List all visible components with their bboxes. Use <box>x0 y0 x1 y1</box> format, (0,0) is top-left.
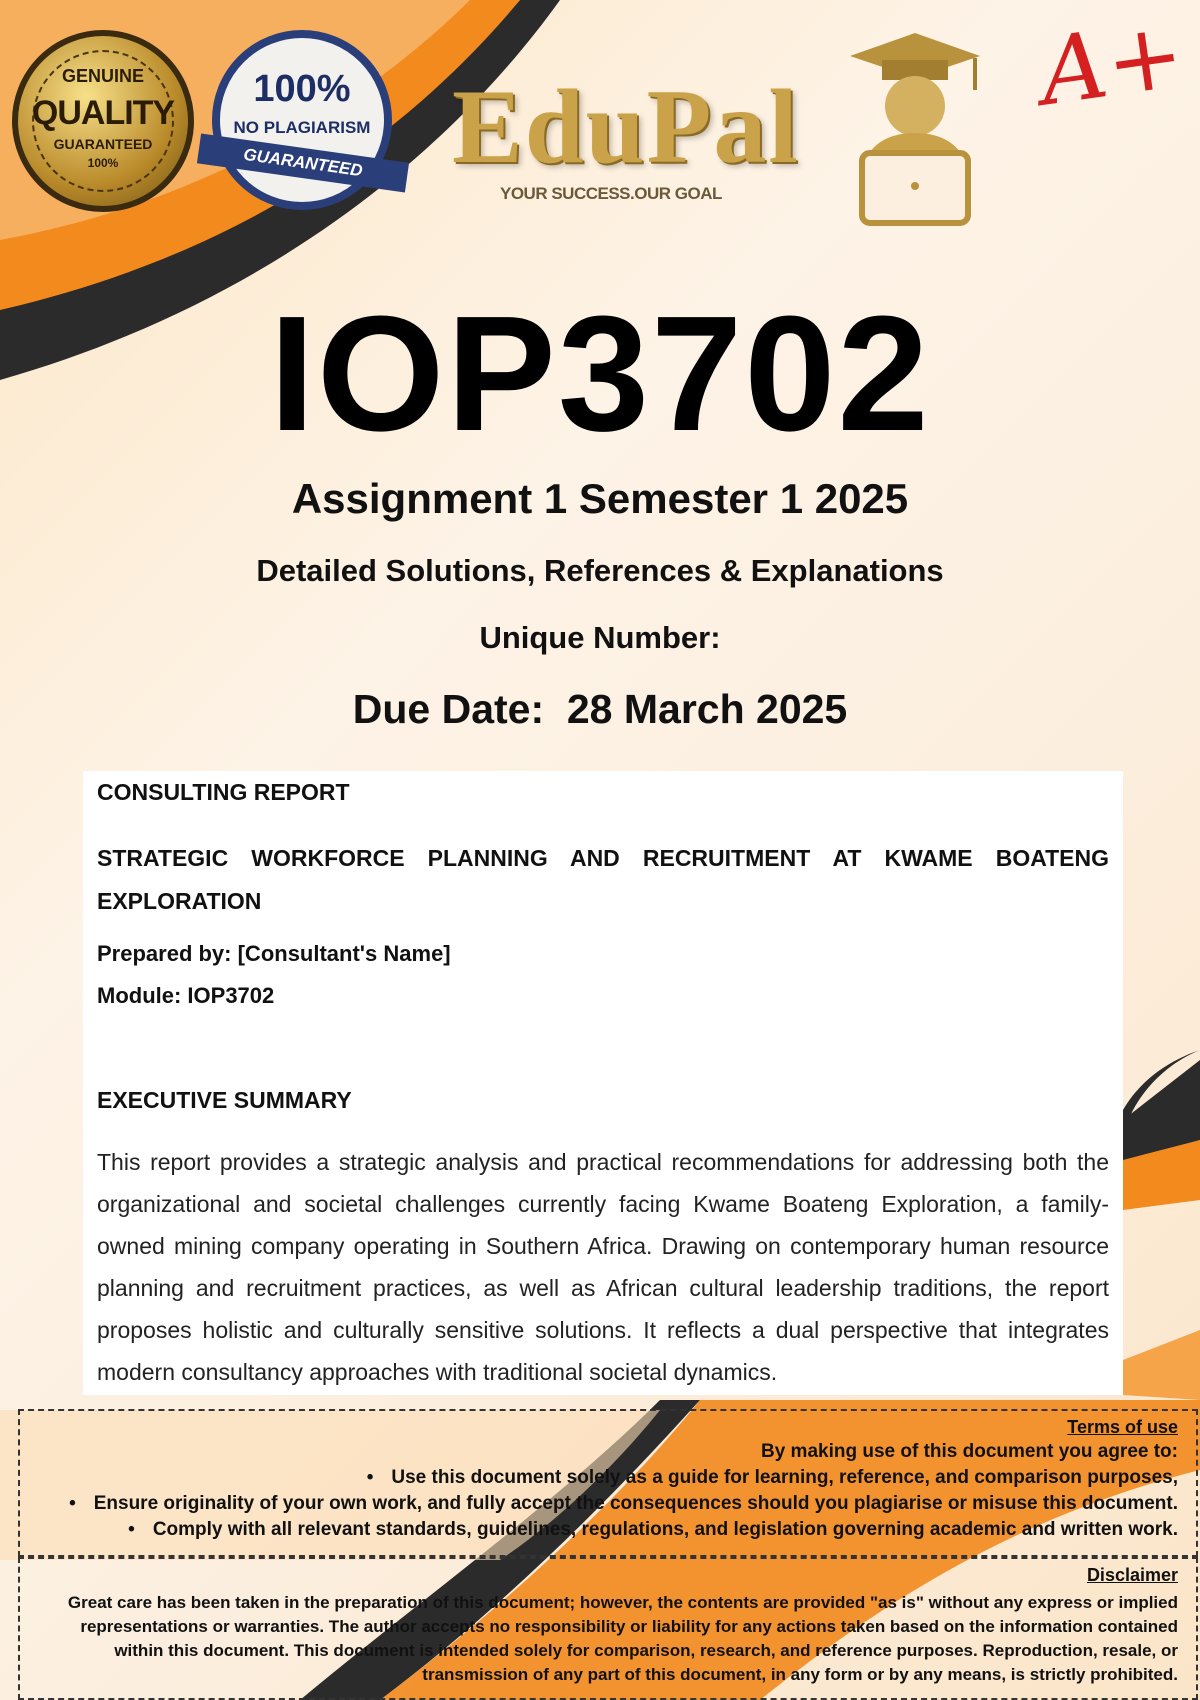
due-date: Due Date: 28 March 2025 <box>352 686 848 732</box>
edupal-logo: EduPal <box>452 68 800 185</box>
module-code: IOP3702 <box>269 282 931 465</box>
quality-badge <box>12 30 194 212</box>
plagiarism-badge-percent: 100% <box>253 68 351 110</box>
unique-number-label: Unique Number: <box>479 620 721 655</box>
assignment-title: Assignment 1 Semester 1 2025 <box>291 475 909 522</box>
disclaimer-text: Great care has been taken in the preparation of this document; however, the contents are provided "as is" without any express or implied representations or warranties. The author accepts no responsibility or liability for any actions taken based on the information contained within this document. This document is intended solely for comparison, research, and reference purposes. Reproduction, resale, or transmission of any part of this document, in any form or by any means, is strictly prohibited. <box>67 1593 1178 1684</box>
executive-summary-heading: EXECUTIVE SUMMARY <box>97 1087 352 1113</box>
disclaimer-title: Disclaimer <box>1086 1565 1178 1585</box>
plagiarism-badge-ribbon: GUARANTEED <box>197 134 409 193</box>
no-plagiarism-badge <box>212 30 392 210</box>
disclaimer-box <box>18 1557 1198 1700</box>
quality-badge-line2: QUALITY <box>31 94 175 132</box>
grade-mark: A+ <box>1033 0 1191 127</box>
terms-title: Terms of use <box>1067 1417 1178 1437</box>
terms-item: • Use this document solely as a guide for learning, reference, and comparison purposes, <box>367 1467 1178 1489</box>
module-line: Module: IOP3702 <box>97 983 275 1008</box>
graduate-laptop-icon <box>840 28 990 228</box>
report-title: CONSULTING REPORT <box>97 779 350 805</box>
executive-summary-body: This report provides a strategic analysis and practical recommendations for addressing both the organizational and societal challenges currently facing Kwame Boateng Exploration, a family-owned mining company operating in Southern Africa. Drawing on contemporary human resource planning and recruitment practices, as well as African cultural leadership traditions, the report proposes holistic and culturally sensitive solutions. It reflects a dual perspective that integrates modern consultancy approaches with traditional societal dynamics. <box>97 1149 1109 1385</box>
plagiarism-badge-text: NO PLAGIARISM <box>233 118 371 137</box>
logo-tagline: YOUR SUCCESS.OUR GOAL <box>500 184 722 203</box>
prepared-by: Prepared by: [Consultant's Name] <box>97 941 451 966</box>
quality-badge-line1: GENUINE <box>61 66 144 86</box>
quality-badge-line4: 100% <box>87 156 119 170</box>
terms-item: • Ensure originality of your own work, and fully accept the consequences should you plagiarise or misuse this document. <box>69 1493 1178 1515</box>
terms-intro: By making use of this document you agree to: <box>760 1441 1178 1462</box>
terms-item: • Comply with all relevant standards, guidelines, regulations, and legislation governing academic and written work. <box>128 1519 1178 1541</box>
report-panel <box>83 771 1123 1395</box>
report-subtitle: STRATEGIC WORKFORCE PLANNING AND RECRUITMENT AT KWAME BOATENG EXPLORATION <box>97 845 1109 914</box>
details-subtitle: Detailed Solutions, References & Explanations <box>256 553 944 588</box>
quality-badge-line3: GUARANTEED <box>53 136 153 152</box>
terms-of-use-box <box>18 1409 1198 1557</box>
